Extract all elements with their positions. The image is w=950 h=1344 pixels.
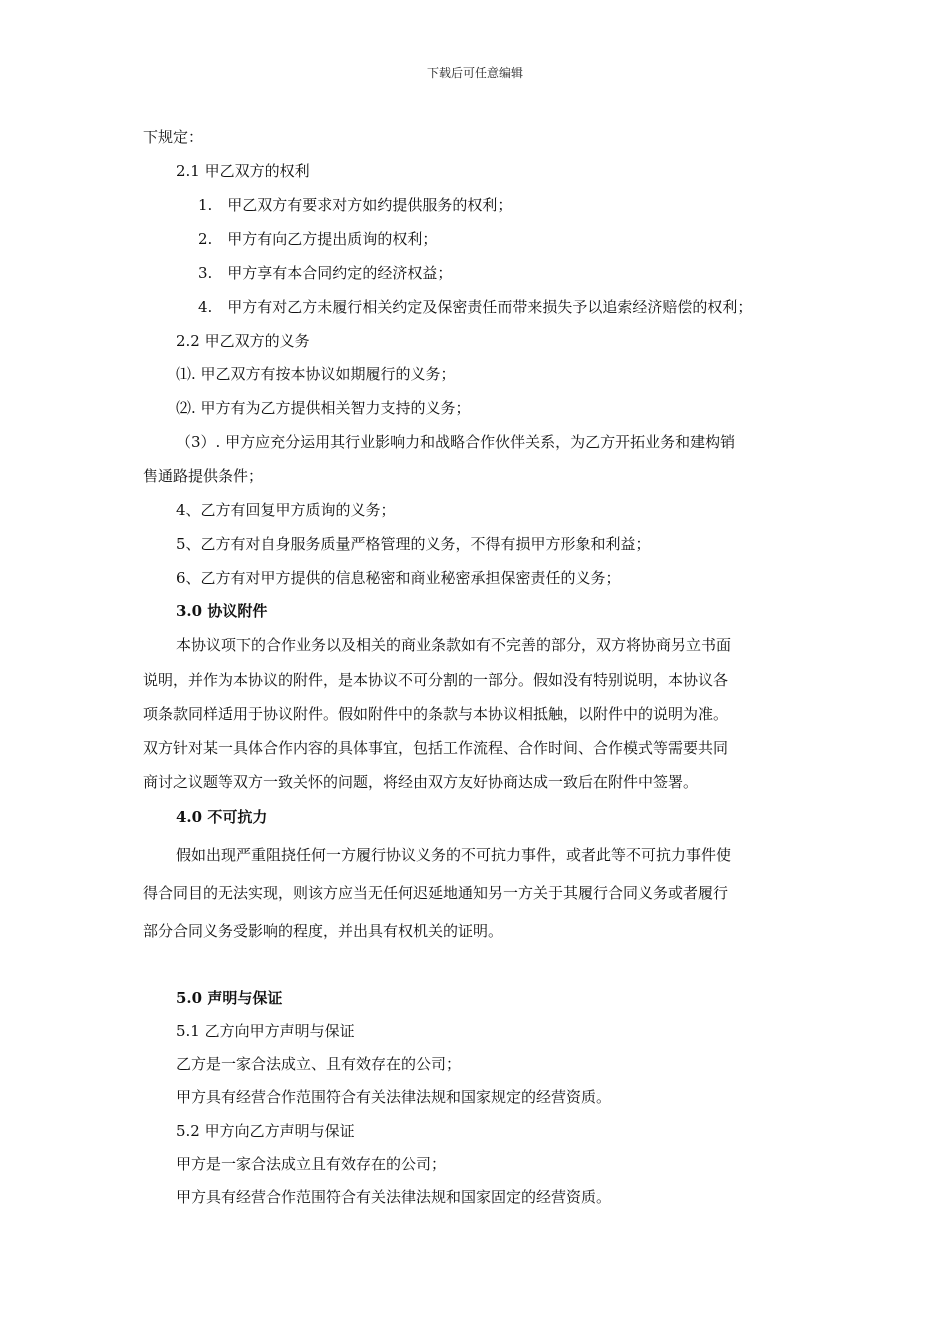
subsection-heading: 5.2 甲方向乙方声明与保证 bbox=[176, 1122, 355, 1140]
list-item: （3）. 甲方应充分运用其行业影响力和战略合作伙伴关系，为乙方开拓业务和建构销 bbox=[176, 433, 736, 451]
paragraph-line: 说明，并作为本协议的附件，是本协议不可分割的一部分。假如没有特别说明，本协议各 bbox=[143, 671, 729, 689]
list-item: 4、乙方有回复甲方质询的义务； bbox=[176, 501, 396, 519]
text-line: 售通路提供条件； bbox=[143, 467, 264, 485]
paragraph-line: 双方针对某一具体合作内容的具体事宜，包括工作流程、合作时间、合作模式等需要共同 bbox=[143, 739, 729, 757]
list-item: 2. 甲方有向乙方提出质询的权利； bbox=[198, 230, 438, 248]
list-item: 3. 甲方享有本合同约定的经济权益； bbox=[198, 264, 453, 282]
page-header: 下载后可任意编辑 bbox=[426, 66, 523, 80]
paragraph-line: 本协议项下的合作业务以及相关的商业条款如有不完善的部分，双方将协商另立书面 bbox=[176, 636, 732, 654]
list-item: 5、乙方有对自身服务质量严格管理的义务，不得有损甲方形象和利益； bbox=[176, 535, 651, 553]
text-line: 乙方是一家合法成立、且有效存在的公司； bbox=[176, 1055, 462, 1073]
section-heading: 4.0 不可抗力 bbox=[176, 808, 268, 826]
list-item: 6、乙方有对甲方提供的信息秘密和商业秘密承担保密责任的义务； bbox=[176, 569, 621, 587]
list-item: 4. 甲方有对乙方未履行相关约定及保密责任而带来损失予以追索经济赔偿的权利； bbox=[198, 298, 753, 316]
subsection-heading: 5.1 乙方向甲方声明与保证 bbox=[176, 1022, 355, 1040]
text-line: 下规定： bbox=[143, 128, 204, 146]
text-line: 甲方具有经营合作范围符合有关法律法规和国家规定的经营资质。 bbox=[176, 1088, 612, 1106]
paragraph-line: 假如出现严重阻挠任何一方履行协议义务的不可抗力事件，或者此等不可抗力事件使 bbox=[176, 846, 732, 864]
paragraph-line: 得合同目的无法实现，则该方应当无任何迟延地通知另一方关于其履行合同义务或者履行 bbox=[143, 884, 729, 902]
paragraph-line: 项条款同样适用于协议附件。假如附件中的条款与本协议相抵触，以附件中的说明为准。 bbox=[143, 705, 729, 723]
section-heading: 3.0 协议附件 bbox=[176, 602, 268, 620]
text-line: 甲方具有经营合作范围符合有关法律法规和国家固定的经营资质。 bbox=[176, 1188, 612, 1206]
section-heading: 2.1 甲乙双方的权利 bbox=[176, 162, 310, 180]
list-item: ⑵. 甲方有为乙方提供相关智力支持的义务； bbox=[176, 399, 471, 417]
text-line: 甲方是一家合法成立且有效存在的公司； bbox=[176, 1155, 447, 1173]
paragraph-line: 部分合同义务受影响的程度，并出具有权机关的证明。 bbox=[143, 922, 504, 940]
list-item: ⑴. 甲乙双方有按本协议如期履行的义务； bbox=[176, 365, 456, 383]
section-heading: 2.2 甲乙双方的义务 bbox=[176, 332, 310, 350]
list-item: 1. 甲乙双方有要求对方如约提供服务的权利； bbox=[198, 196, 513, 214]
section-heading: 5.0 声明与保证 bbox=[176, 989, 283, 1007]
paragraph-line: 商讨之议题等双方一致关怀的问题，将经由双方友好协商达成一致后在附件中签署。 bbox=[143, 773, 699, 791]
